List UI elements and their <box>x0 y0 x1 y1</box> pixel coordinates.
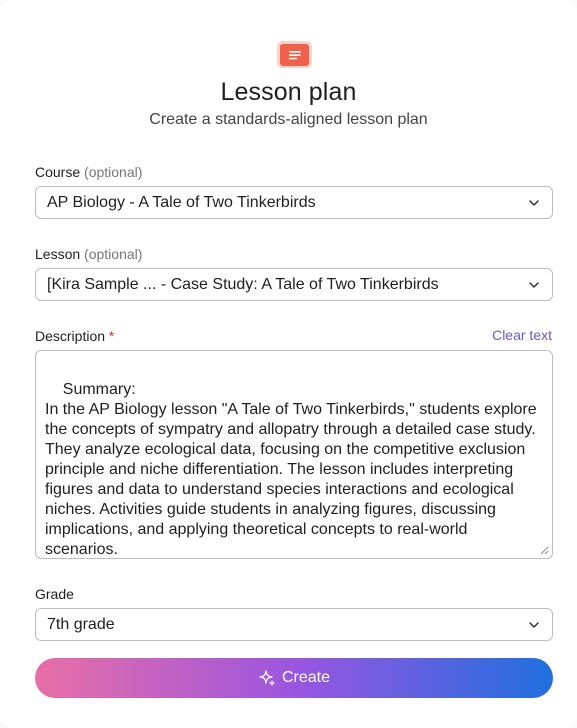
course-optional-text: (optional) <box>84 164 143 180</box>
lesson-plan-icon <box>277 41 312 68</box>
grade-select-value: 7th grade <box>47 615 115 633</box>
grade-label <box>35 586 74 602</box>
description-label-text: Description <box>35 328 106 344</box>
create-button[interactable] <box>35 658 553 698</box>
course-label-text: Course <box>35 164 81 180</box>
chevron-down-icon <box>528 279 540 291</box>
chevron-down-icon <box>528 619 540 631</box>
description-text: Summary: In the AP Biology lesson "A Tale of Two Tinkerbirds," students explore the concepts of sympatry and allopatry through a detailed case study. They analyze ecological data, focusing on the competitive exclusion principle and niche differentiation. The lesson includes interpreting figures and data to understand species interactions and ecological niches. Activities guide students in analyzing figures, discussing implications, and applying theoretical concepts to real-world scenarios. <box>45 381 537 558</box>
page-title: Lesson plan <box>220 78 357 106</box>
course-select[interactable] <box>35 186 553 219</box>
sparkle-icon <box>258 669 276 687</box>
page-subtitle: Create a standards-aligned lesson plan <box>149 111 428 128</box>
resize-handle-icon[interactable] <box>540 546 549 555</box>
grade-select[interactable] <box>35 608 553 641</box>
clear-text-link[interactable]: Clear text <box>492 327 552 343</box>
course-select-value: AP Biology - A Tale of Two Tinkerbirds <box>47 193 316 211</box>
lesson-optional-text: (optional) <box>84 246 143 262</box>
lesson-label <box>35 246 142 262</box>
lesson-select[interactable] <box>35 268 553 301</box>
grade-label-text: Grade <box>35 586 74 602</box>
description-textarea[interactable] <box>35 350 553 559</box>
description-label <box>35 328 114 344</box>
lesson-select-value: [Kira Sample ... - Case Study: A Tale of Two Tinkerbirds <box>47 275 439 293</box>
course-label <box>35 164 142 180</box>
required-marker: * <box>108 328 115 344</box>
lesson-label-text: Lesson <box>35 246 81 262</box>
chevron-down-icon <box>528 197 540 209</box>
create-button-label: Create <box>281 669 331 686</box>
